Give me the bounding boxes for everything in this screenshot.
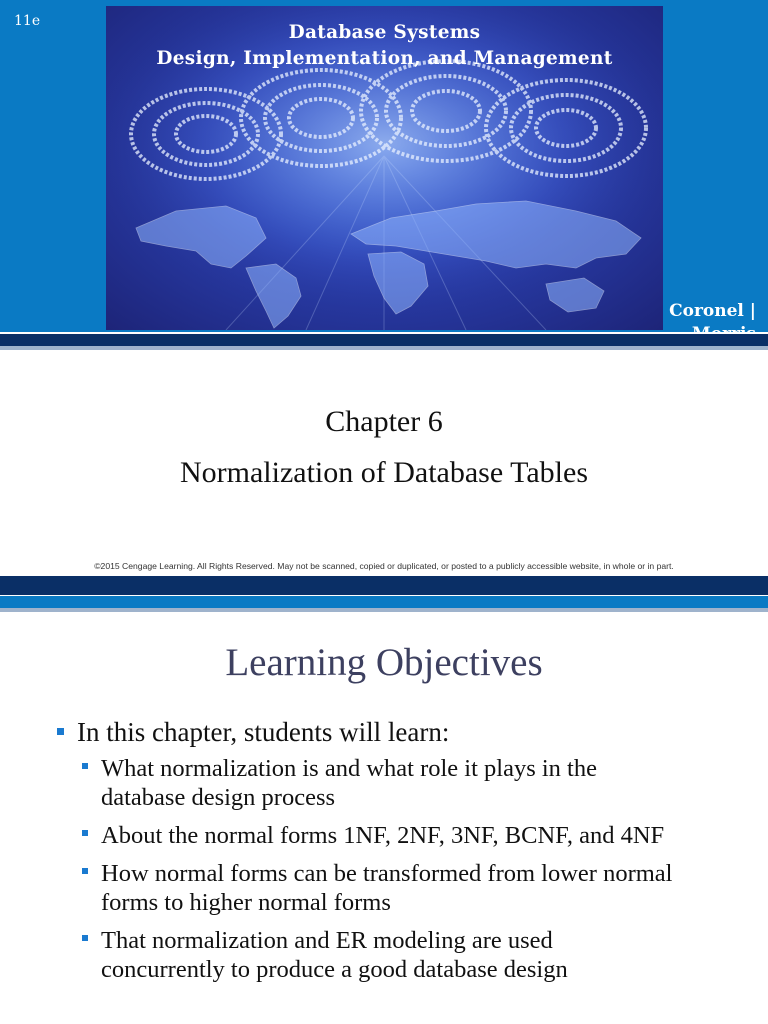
chapter-title: Normalization of Database Tables [179,456,589,489]
list-item: What normalization is and what role it plays in the database design process [77,754,681,812]
header-divider-accent [0,346,768,350]
list-item: About the normal forms 1NF, 2NF, 3NF, BCNF, and 4NF [77,821,681,850]
book-subtitle: Design, Implementation, and Management [156,48,613,69]
slide-top-accent [0,608,768,612]
book-cover-image [106,6,663,330]
list-item-intro [56,716,736,984]
slide-title: Learning Objectives [225,641,543,684]
slide-top-band [0,596,768,608]
list-item: How normal forms can be transformed from lower normal forms to higher normal forms [77,859,681,917]
chapter-number: Chapter 6 [325,405,443,438]
header-divider-stripe [0,334,768,346]
edition-label: 11e [14,13,41,29]
book-title: Database Systems [288,22,481,43]
objectives-sublist [77,754,736,984]
footer-stripe [0,576,768,595]
copyright-notice: ©2015 Cengage Learning. All Rights Reserved. May not be scanned, copied or duplicated, or posted to a publicly accessible website, in whole or in part. [94,561,674,571]
header-band [0,0,768,332]
objectives-list [56,716,736,993]
list-item: That normalization and ER modeling are used concurrently to produce a good database design [77,926,681,984]
author-line-1: Coronel | [669,301,756,321]
intro-text: In this chapter, students will learn: [77,717,450,747]
learning-objectives-slide [0,596,768,1024]
